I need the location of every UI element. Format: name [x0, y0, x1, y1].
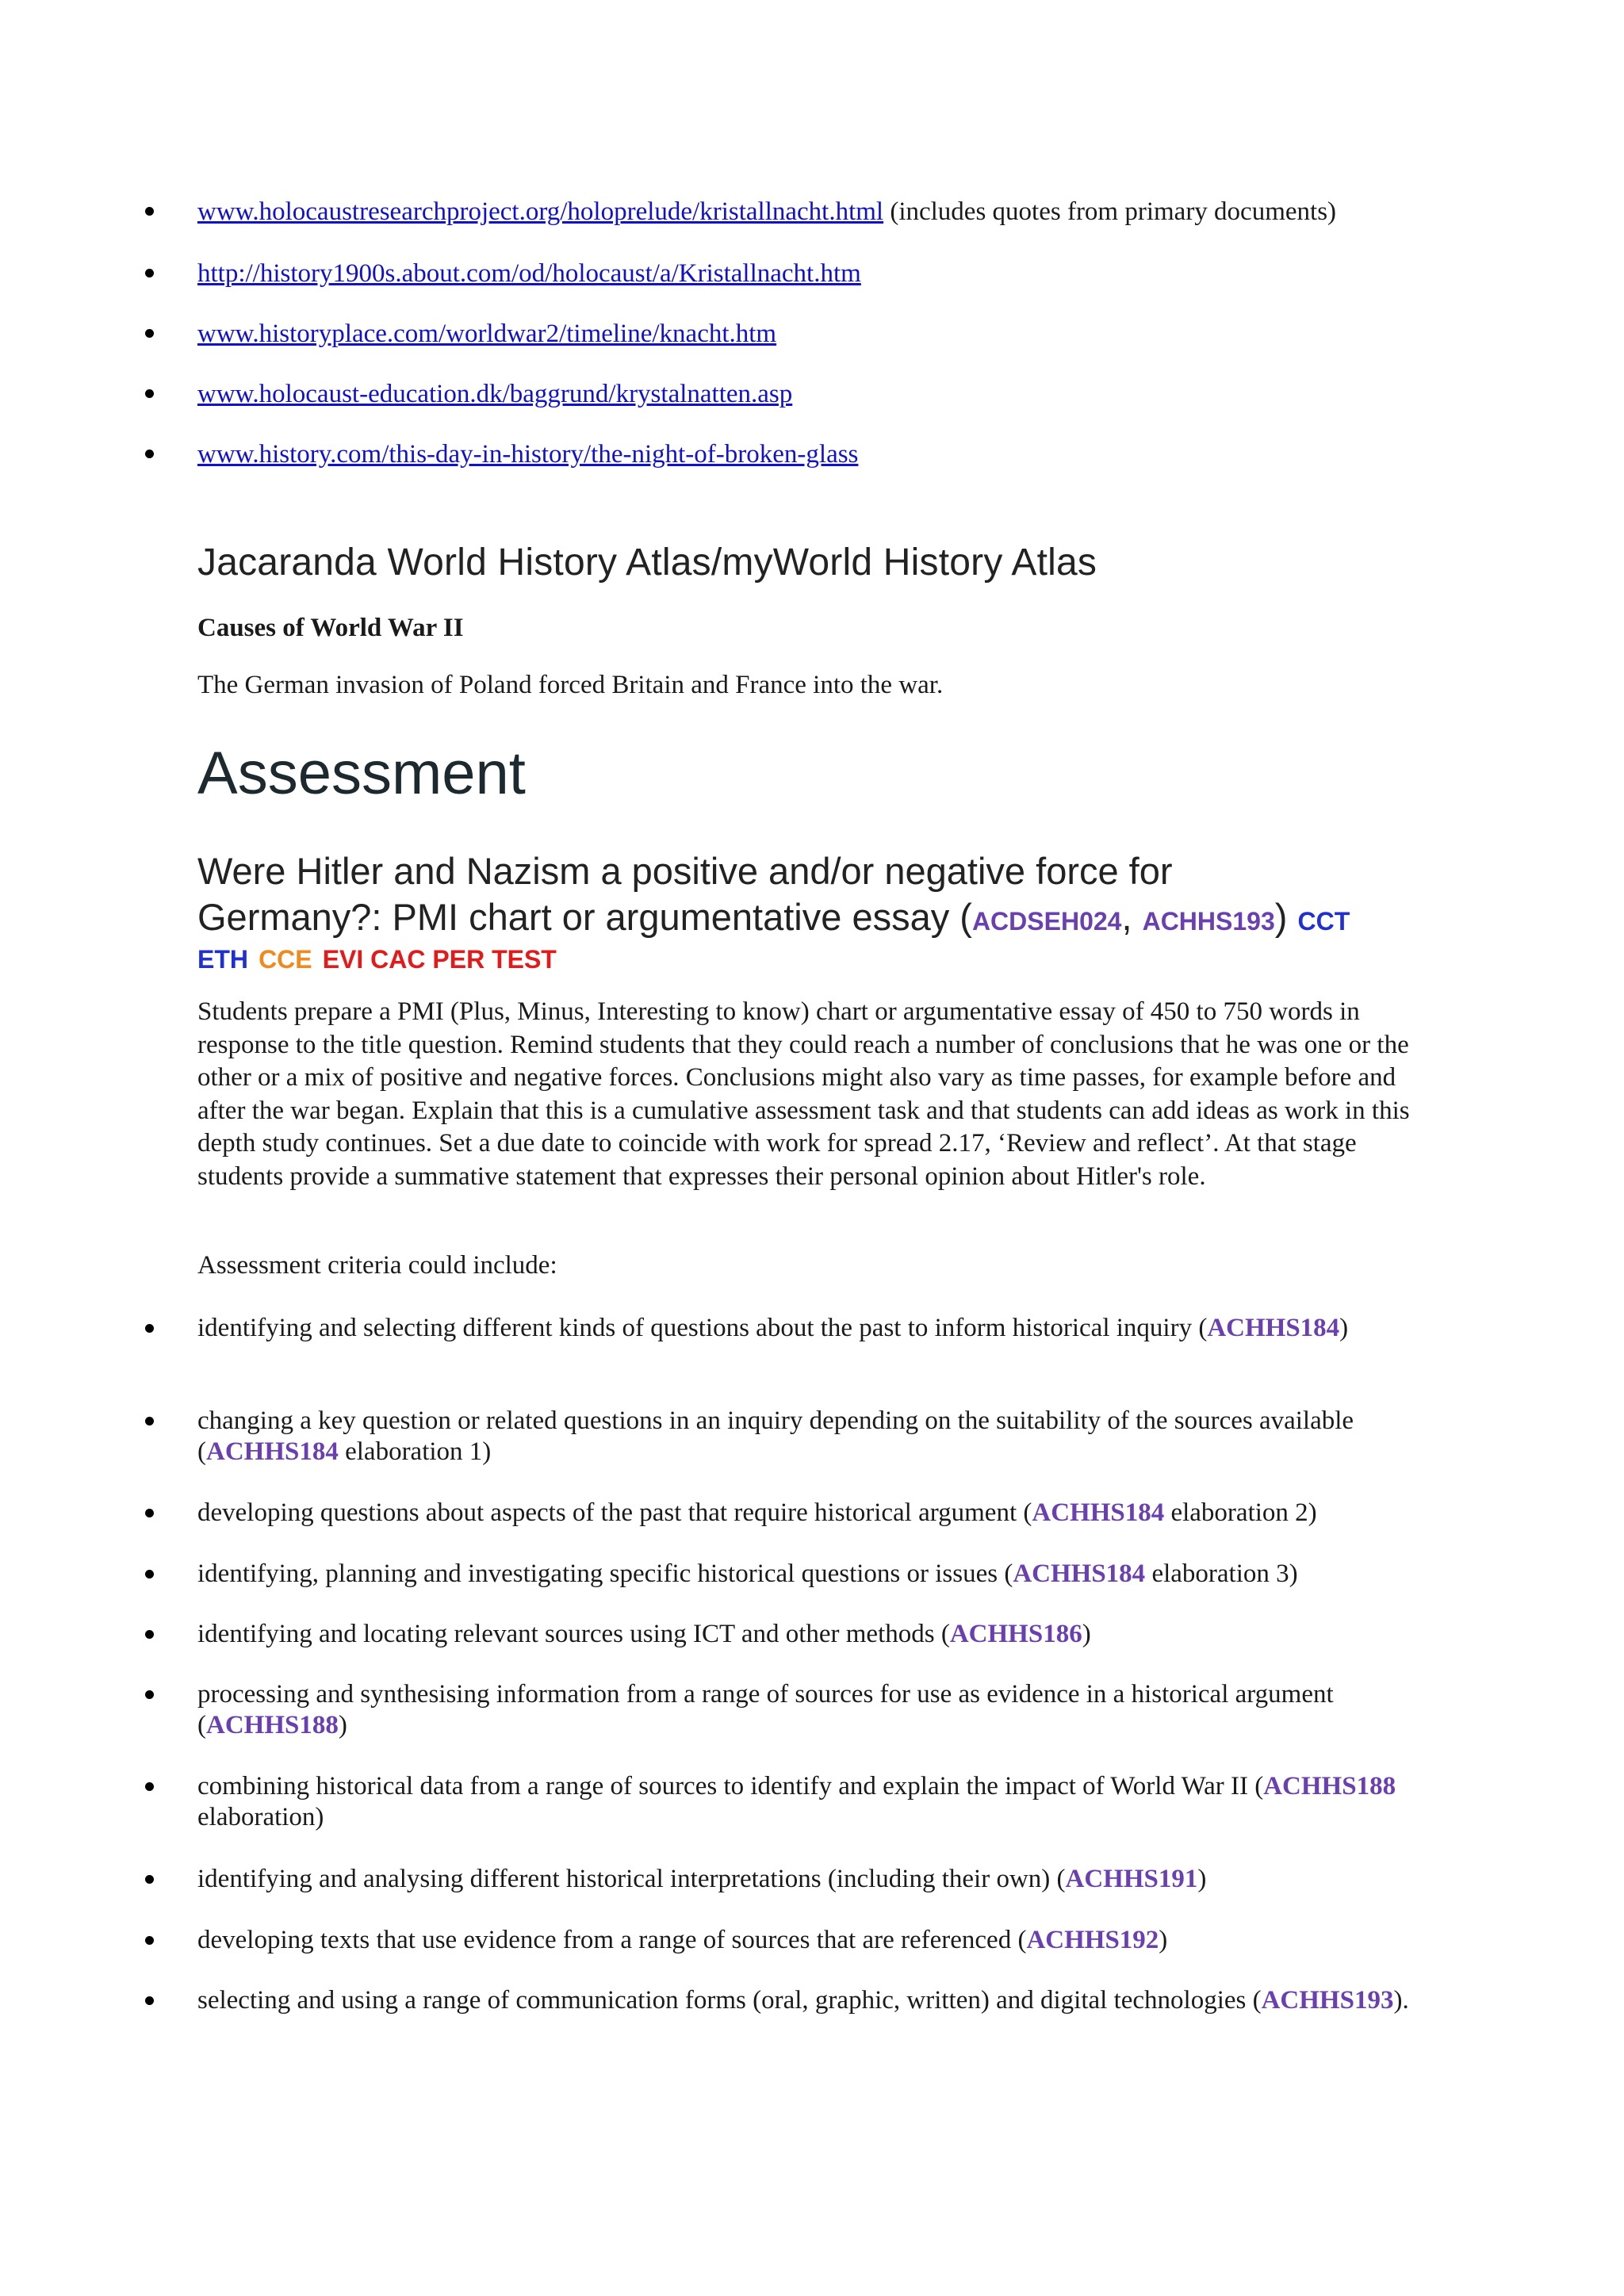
capability-tag-cct: CCT [1297, 907, 1350, 936]
bullet-icon [145, 389, 154, 398]
atlas-heading: Jacaranda World History Atlas/myWorld History Atlas [197, 541, 1097, 584]
criterion-suffix: ) [1197, 1865, 1207, 1893]
list-item [0, 1679, 1624, 1771]
criterion-text: changing a key question or related questions in an inquiry depending on the suitability of the sources available ( [197, 1406, 1354, 1466]
criterion-text: developing questions about aspects of the past that require historical argument ( [197, 1498, 1032, 1527]
list-item [0, 1864, 1624, 1925]
criterion-text: identifying and selecting different kinds of questions about the past to inform historical inquiry ( [197, 1314, 1208, 1342]
assessment-paragraph: Students prepare a PMI (Plus, Minus, Interesting to know) chart or argumentative essay of 450 to 750 words in response to the title question. Remind students that they could reach a number of conclusions that he was one or the other or a mix of positive and negative forces. Conclusions might also vary as time passes, for example before and after the war began. Explain that this is a cumulative assessment task and that students can add ideas as work in this depth study continues. Set a due date to coincide with work for spread 2.17, ‘Review and reflect’. At that stage students provide a summative statement that expresses their personal opinion about Hitler's role. [197, 997, 1410, 1191]
assessment-question-heading [197, 848, 1434, 975]
curriculum-code: ACHHS184 [1207, 1314, 1340, 1342]
bullet-icon [145, 1417, 154, 1425]
criterion-suffix: ) [1082, 1620, 1091, 1648]
bullet-icon [145, 1324, 154, 1333]
bullet-icon [145, 1782, 154, 1791]
curriculum-code: ACHHS184 [206, 1437, 339, 1466]
atlas-subheading: Causes of World War II [197, 614, 464, 642]
bullet-icon [145, 1996, 154, 2005]
list-item [0, 1925, 1624, 1985]
criterion-text: selecting and using a range of communication forms (oral, graphic, written) and digital technologies ( [197, 1986, 1262, 2015]
criterion-text: developing texts that use evidence from a range of sources that are referenced ( [197, 1926, 1027, 1954]
question-line-2: Germany?: PMI chart or argumentative essay ( [197, 896, 972, 938]
criterion-text: combining historical data from a range of sources to identify and explain the impact of World War II ( [197, 1772, 1264, 1800]
bullet-icon [145, 207, 154, 216]
list-item [0, 1313, 1624, 1406]
resource-link[interactable]: www.holocaust-education.dk/baggrund/krystalnatten.asp [197, 380, 793, 408]
curriculum-code: ACDSEH024 [971, 907, 1122, 936]
curriculum-code: ACHHS193 [1142, 907, 1275, 936]
resource-link-list [0, 196, 1624, 499]
list-item [0, 318, 1624, 378]
curriculum-code: ACHHS184 [1013, 1559, 1146, 1588]
bullet-icon [145, 1509, 154, 1517]
atlas-text: The German invasion of Poland forced Britain and France into the war. [197, 671, 944, 699]
list-item [0, 1498, 1624, 1559]
bullet-icon [145, 1570, 154, 1578]
resource-link[interactable]: http://history1900s.about.com/od/holocaust/a/Kristallnacht.htm [197, 259, 861, 288]
code-separator: , [1121, 896, 1143, 938]
resource-link[interactable]: www.historyplace.com/worldwar2/timeline/knacht.htm [197, 320, 777, 348]
criterion-suffix: elaboration 3) [1145, 1559, 1298, 1588]
bullet-icon [145, 329, 154, 338]
curriculum-code: ACHHS186 [949, 1620, 1082, 1648]
closing-paren: ) [1274, 896, 1288, 938]
curriculum-code: ACHHS192 [1026, 1926, 1159, 1954]
capability-tag-cce: CCE [259, 945, 312, 974]
criterion-text: identifying and locating relevant sources using ICT and other methods ( [197, 1620, 950, 1648]
bullet-icon [145, 1690, 154, 1699]
assessment-heading: Assessment [197, 740, 526, 807]
criterion-suffix: ) [338, 1711, 347, 1739]
criterion-suffix: ). [1393, 1986, 1409, 2015]
list-item [0, 438, 1624, 499]
criterion-text: identifying and analysing different historical interpretations (including their own) ( [197, 1865, 1066, 1893]
list-item [0, 196, 1624, 258]
bullet-icon [145, 269, 154, 277]
list-item [0, 1559, 1624, 1619]
link-note: (includes quotes from primary documents) [883, 197, 1337, 226]
bullet-icon [145, 450, 154, 458]
assessment-criteria-list [0, 1313, 1624, 2049]
curriculum-code: ACHHS184 [1032, 1498, 1165, 1527]
criterion-text: identifying, planning and investigating specific historical questions or issues ( [197, 1559, 1013, 1588]
list-item [0, 1619, 1624, 1679]
criterion-suffix: elaboration) [197, 1803, 324, 1831]
curriculum-code: ACHHS193 [1261, 1986, 1394, 2015]
list-item [0, 1406, 1624, 1498]
curriculum-code: ACHHS188 [206, 1711, 339, 1739]
criteria-intro: Assessment criteria could include: [197, 1251, 557, 1280]
criterion-suffix: elaboration 1) [338, 1437, 492, 1466]
curriculum-code: ACHHS191 [1065, 1865, 1198, 1893]
criterion-suffix: ) [1339, 1314, 1349, 1342]
criterion-text: processing and synthesising information from a range of sources for use as evidence in a historical argument ( [197, 1680, 1334, 1739]
list-item [0, 378, 1624, 438]
criterion-suffix: elaboration 2) [1164, 1498, 1317, 1527]
curriculum-code: ACHHS188 [1263, 1772, 1396, 1800]
criterion-suffix: ) [1159, 1926, 1168, 1954]
bullet-icon [145, 1936, 154, 1945]
capability-tags-other: EVI CAC PER TEST [322, 945, 557, 974]
resource-link[interactable]: www.history.com/this-day-in-history/the-night-of-broken-glass [197, 440, 859, 469]
bullet-icon [145, 1630, 154, 1639]
question-line-1: Were Hitler and Nazism a positive and/or negative force for [197, 850, 1173, 892]
capability-tag-eth: ETH [197, 945, 248, 974]
list-item [0, 258, 1624, 318]
bullet-icon [145, 1875, 154, 1884]
list-item [0, 1771, 1624, 1864]
resource-link[interactable]: www.holocaustresearchproject.org/holoprelude/kristallnacht.html [197, 197, 884, 226]
list-item [0, 1985, 1624, 2049]
